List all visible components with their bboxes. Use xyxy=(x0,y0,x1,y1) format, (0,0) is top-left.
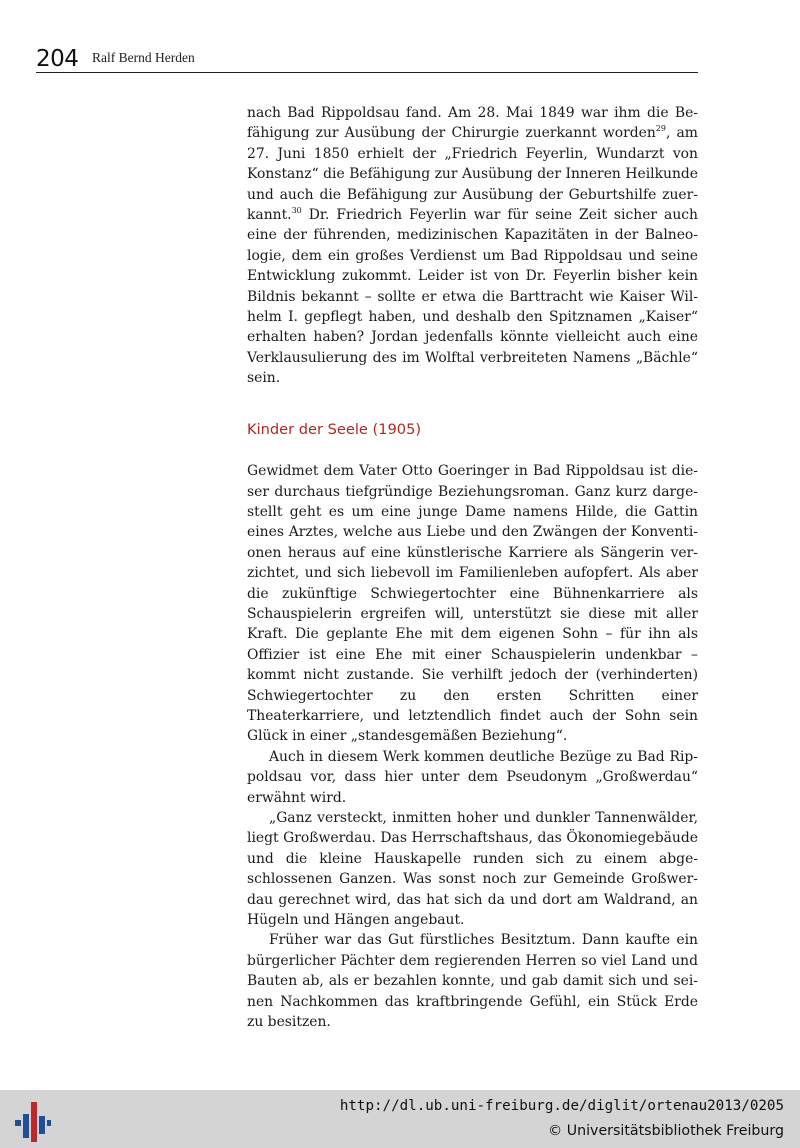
body-text xyxy=(247,103,698,1032)
paragraph-summary: Gewidmet dem Vater Otto Goeringer in Bad Rippoldsau ist dieser durchaus tiefgründige Beziehungsroman. Ganz kurz dargestellt geht es um eine junge Dame namens Hilde, die Gattin eines Arztes, welche aus Liebe und den Zwängen der Konventionen heraus auf eine künstlerische Karriere als Sängerin verzichtet, und sich liebevoll im Familienleben aufopfert. Als aber die zukünftige Schwiegertochter eine Bühnenkarriere als Schauspielerin ergreifen will, unterstützt sie diese mit aller Kraft. Die geplante Ehe mit dem eigenen Sohn – für ihn als Offizier ist eine Ehe mit einer Schauspielerin undenkbar – kommt nicht zustande. Sie verhilft jedoch der (verhinderten) Schwiegertochter zu den ersten Schritten einer Theaterkarriere, und letztendlich findet auch der Sohn sein Glück in einer „standesgemäßen Beziehung“. xyxy=(247,463,698,745)
running-head xyxy=(36,44,698,73)
footnote-marker[interactable]: 29 xyxy=(655,124,666,134)
copyright-notice: © Universitätsbibliothek Freiburg xyxy=(548,1123,784,1139)
footnote-marker[interactable]: 30 xyxy=(291,206,302,216)
footer-bar xyxy=(0,1090,800,1148)
paragraph-text: nach Bad Rippoldsau fand. Am 28. Mai 1849 war ihm die Befähigung zur Ausübung der Chirurgie zuerkannt worden xyxy=(247,105,698,142)
running-author: Ralf Bernd Herden xyxy=(92,50,195,65)
source-url-link[interactable]: http://dl.ub.uni-freiburg.de/diglit/ortenau2013/0205 xyxy=(339,1098,784,1114)
section-heading: Kinder der Seele (1905) xyxy=(247,420,422,438)
paragraph-quote-2: Früher war das Gut fürstliches Besitztum. Dann kaufte ein bürgerlicher Pächter dem regierenden Herren so viel Land und Bauten ab, als er bezahlen konnte, und gab damit sich und seinen Nachkommen das kraftbringende Gefühl, ein Stück Erde zu besitzen. xyxy=(247,932,698,1031)
paragraph-feyerlin xyxy=(247,103,698,389)
paragraph-text: , am 27. Juni 1850 erhielt der „Friedrich Feyerlin, Wundarzt von Konstanz“ die Befähigung zur Ausübung der Inneren Heilkunde und auch die Befähigung zur Ausübung der Geburtshilfe zuerkannt. xyxy=(247,125,698,224)
digital-library-logo-icon xyxy=(12,1100,52,1142)
paragraph-quote-1: „Ganz versteckt, inmitten hoher und dunkler Tannenwälder, liegt Großwerdau. Das Herrschaftshaus, das Ökonomiegebäude und die kleine Hauskapelle runden sich zu einem abgeschlossenen Ganzen. Was sonst noch zur Gemeinde Großwerdau gerechnet wird, das hat sich da und dort am Waldrand, an Hügeln und Hängen angebaut. xyxy=(247,810,698,929)
paragraph-text: Dr. Friedrich Feyerlin war für seine Zeit sicher auch eine der führenden, medizinischen Kapazitäten in der Balneologie, dem ein großes Verdienst um Bad Rippoldsau und seine Entwicklung zukommt. Leider ist von Dr. Feyerlin bisher kein Bildnis bekannt – sollte er etwa die Barttracht wie Kaiser Wilhelm I. gepflegt haben, und deshalb den Spitznamen „Kaiser“ erhalten haben? Jordan jedenfalls könnte vielleicht auch eine Verklausulierung des im Wolftal verbreiteten Namens „Bächle“ sein. xyxy=(247,207,698,387)
page-number: 204 xyxy=(36,46,79,72)
paragraph-references: Auch in diesem Werk kommen deutliche Bezüge zu Bad Rippoldsau vor, dass hier unter dem Pseudonym „Großwerdau“ erwähnt wird. xyxy=(247,748,698,806)
